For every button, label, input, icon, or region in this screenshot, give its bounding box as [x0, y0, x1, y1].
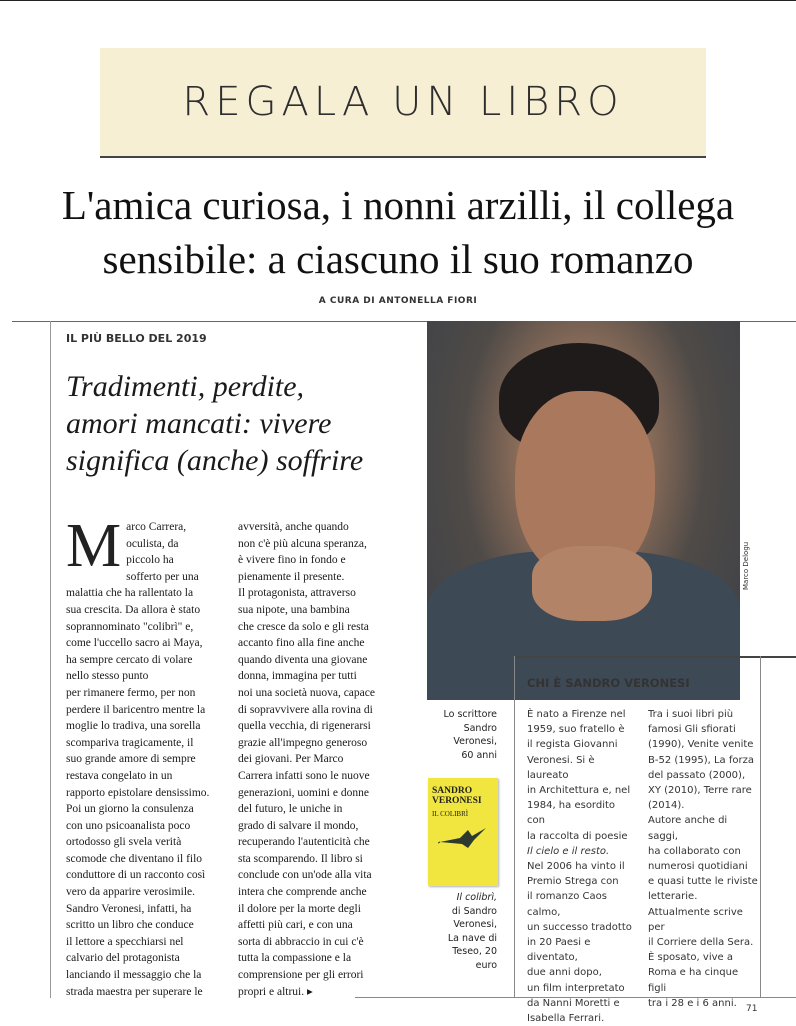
top-rule — [0, 0, 796, 1]
article-line: il lettore a specchiarsi nel — [66, 935, 184, 948]
article-line: del futuro, le uniche in — [238, 803, 343, 816]
page-number: 71 — [746, 1004, 758, 1014]
sidebar-line: XY (2010), Terre rare — [648, 785, 752, 797]
article-line: affetti più cari, e con una — [238, 919, 353, 932]
article-line: scompariva tragicamente, il — [66, 736, 194, 749]
divider — [740, 321, 796, 322]
caption-line: Sandro — [463, 722, 497, 734]
headline — [20, 178, 776, 286]
sidebar-line: in 20 Paesi e diventato, — [527, 937, 591, 964]
sidebar-line: Roma e ha cinque figli — [648, 967, 739, 994]
article-line: Poi un giorno la consulenza — [66, 803, 194, 816]
article-line: tutta la compassione e la — [238, 952, 352, 965]
sidebar-rule — [760, 656, 761, 998]
sidebar-line: Isabella Ferrari. — [527, 1013, 605, 1025]
article-line: il dolore per la morte degli — [238, 902, 361, 915]
column-rule — [50, 321, 51, 998]
article-column-1 — [66, 512, 226, 1000]
article-line: donna, immagina per tutti — [238, 670, 357, 683]
sidebar-line: È sposato, vive a — [648, 952, 733, 964]
bottom-rule — [355, 997, 796, 998]
sidebar-line: e quasi tutte le riviste — [648, 876, 758, 888]
sidebar-line: la raccolta di poesie — [527, 830, 628, 842]
headline-line: sensibile: a ciascuno il suo romanzo — [102, 236, 694, 282]
sidebar-line: famosi Gli sfiorati — [648, 724, 736, 736]
sidebar-column-2 — [648, 707, 758, 1011]
book-caption-line: Il colibrì, — [456, 892, 497, 903]
sidebar-line: Il cielo e il resto. — [527, 845, 610, 857]
divider — [12, 321, 427, 322]
photo-caption — [431, 708, 497, 762]
article-line: nello stesso punto — [66, 670, 149, 683]
article-line: sofferto per una — [126, 570, 199, 583]
article-line: accanto fino alla fine anche — [238, 637, 365, 650]
sidebar-line: tra i 28 e i 6 anni. — [648, 997, 737, 1009]
article-line: rapporto epistolare densissimo. — [66, 786, 210, 799]
article-line: restava congelato in un — [66, 769, 173, 782]
sidebar-line: il romanzo Caos calmo, — [527, 891, 607, 918]
subheadline — [66, 368, 411, 479]
article-line: recuperando l'autenticità che — [238, 836, 370, 849]
article-line: propri e altrui. ▸ — [238, 985, 313, 998]
article-line: quella vecchia, di rigenerarsi — [238, 720, 371, 733]
article-line: soprannominato "colibrì" e, — [66, 620, 194, 633]
article-line: di sopravvivere alla rovina di — [238, 703, 373, 716]
drop-cap: M — [66, 512, 122, 580]
book-caption-line: di Sandro — [451, 905, 497, 917]
book-title: IL COLIBRÌ — [432, 810, 469, 818]
sidebar-line: B-52 (1995), La forza — [648, 754, 754, 766]
article-line: conduttore di un racconto così — [66, 869, 206, 882]
article-line: intera che comprende anche — [238, 886, 367, 899]
sidebar-rule — [514, 656, 515, 998]
subhead-line: amori mancati: vivere — [66, 407, 332, 440]
article-line: strada maestra per superare le — [66, 985, 203, 998]
sidebar-line: da Nanni Moretti e — [527, 997, 620, 1009]
article-line: dei giovani. Per Marco — [238, 753, 344, 766]
article-line: non c'è più alcuna speranza, — [238, 537, 367, 550]
article-line: ha sempre cercato di volare — [66, 653, 193, 666]
article-line: calvario del protagonista — [66, 952, 180, 965]
author-photo — [427, 321, 740, 700]
sidebar-line: il Corriere della Sera. — [648, 937, 754, 949]
sidebar-line: il regista Giovanni — [527, 739, 618, 751]
article-line: piccolo ha — [126, 554, 174, 567]
photo-credit: Marco Delogu — [742, 541, 750, 590]
sidebar-top-rule — [514, 656, 796, 658]
sidebar-line: È nato a Firenze nel — [527, 709, 626, 720]
sidebar-line: (1990), Venite venite — [648, 739, 754, 751]
subhead-line: significa (anche) soffrire — [66, 444, 364, 477]
article-line: come l'uccello sacro ai Maya, — [66, 637, 203, 650]
sidebar-line: Autore anche di saggi, — [648, 815, 728, 842]
article-line: Carrera infatti sono le nuove — [238, 769, 370, 782]
article-line: perdere il baricentro mentre la — [66, 703, 206, 716]
section-banner — [100, 48, 706, 158]
sidebar-line: del passato (2000), — [648, 769, 746, 781]
sidebar-line: Attualmente scrive per — [648, 906, 743, 933]
caption-line: 60 anni — [461, 749, 497, 761]
article-line: sua crescita. Da allora è stato — [66, 603, 201, 616]
curator-credit: A CURA DI ANTONELLA FIORI — [318, 296, 478, 306]
sidebar-line: Tra i suoi libri più — [648, 709, 734, 720]
article-line: sua nipote, una bambina — [238, 603, 350, 616]
article-line: è vivere fino in fondo e — [238, 554, 346, 567]
article-column-2 — [238, 519, 416, 1000]
sidebar-line: un film interpretato — [527, 982, 625, 994]
article-line: Sandro Veronesi, infatti, ha — [66, 902, 192, 915]
sidebar-line: numerosi quotidiani — [648, 861, 748, 873]
article-line: conclude con un'ode alla vita — [238, 869, 372, 882]
caption-line: Lo scrittore — [443, 709, 497, 720]
article-line: avversità, anche quando — [238, 521, 349, 533]
article-line: noi una società nuova, capace — [238, 686, 375, 699]
article-line: Il protagonista, attraverso — [238, 587, 356, 600]
sidebar-line: due anni dopo, — [527, 967, 602, 979]
sidebar-title: CHI È SANDRO VERONESI — [527, 676, 690, 690]
article-line: pienamente il presente. — [238, 570, 345, 583]
sidebar-line: letterarie. — [648, 891, 698, 903]
article-line: suo grande amore di sempre — [66, 753, 196, 766]
book-caption-line: La nave di — [447, 932, 497, 944]
book-author-line: VERONESI — [432, 796, 482, 806]
sidebar-line: ha collaborato con — [648, 845, 741, 857]
article-line: ortodosso gli svela verità — [66, 836, 182, 849]
article-line: comprensione per gli errori — [238, 969, 364, 982]
article-line: vero da apparire verosimile. — [66, 886, 195, 899]
sidebar-line: 1959, suo fratello è — [527, 724, 625, 736]
article-line: grado di salvare il mondo, — [238, 819, 359, 832]
article-line: moglie lo tradiva, una sorella — [66, 720, 201, 733]
sidebar-line: un successo tradotto — [527, 921, 632, 933]
article-line: con uno psicoanalista poco — [66, 819, 191, 832]
book-caption-line: Teseo, 20 euro — [452, 946, 497, 971]
article-line: oculista, da — [126, 537, 179, 550]
sidebar-column-1 — [527, 707, 633, 1026]
article-line: malattia che ha rallentato la — [66, 587, 194, 600]
article-line: lanciando il messaggio che la — [66, 969, 202, 982]
article-line: sta scomparendo. Il libro si — [238, 852, 363, 865]
article-line: scomode che diventano il filo — [66, 852, 203, 865]
subhead-line: Tradimenti, perdite, — [66, 370, 305, 403]
book-caption — [431, 891, 497, 973]
article-line: generazioni, uomini e donne — [238, 786, 369, 799]
photo-hand — [532, 546, 652, 621]
headline-line: L'amica curiosa, i nonni arzilli, il collega — [61, 182, 735, 228]
sidebar-line: (2014). — [648, 800, 685, 812]
sidebar-line: 1984, ha esordito con — [527, 800, 616, 827]
sidebar-line: in Architettura e, nel — [527, 785, 631, 797]
article-line: che cresce da solo e gli resta — [238, 620, 369, 633]
article-line: grazie all'impegno generoso — [238, 736, 368, 749]
section-title: REGALA UN LIBRO — [182, 79, 624, 125]
article-line: arco Carrera, — [126, 521, 187, 533]
kicker: IL PIÙ BELLO DEL 2019 — [66, 332, 207, 345]
sidebar-line: Veronesi. Si è laureato — [527, 754, 595, 781]
book-author — [432, 786, 494, 806]
book-cover — [428, 778, 498, 886]
article-line: quando diventa una giovane — [238, 653, 368, 666]
article-line: per rimanere fermo, per non — [66, 686, 196, 699]
sidebar-line: Nel 2006 ha vinto il — [527, 861, 625, 873]
book-author-line: SANDRO — [432, 786, 473, 796]
hummingbird-icon — [438, 822, 488, 856]
caption-line: Veronesi, — [453, 736, 497, 748]
book-caption-line: Veronesi, — [453, 919, 497, 931]
article-line: sorta di abbraccio in cui c'è — [238, 935, 364, 948]
article-line: scritto un libro che conduce — [66, 919, 194, 932]
sidebar-line: Premio Strega con — [527, 876, 619, 888]
